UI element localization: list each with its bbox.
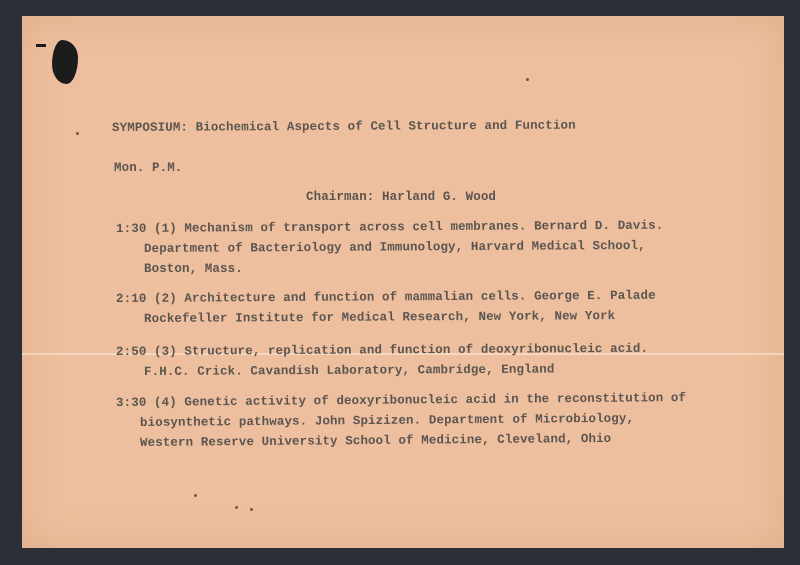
torn-corner-mark — [36, 44, 46, 47]
paper-speck — [526, 78, 529, 81]
talk-4-line-3: Western Reserve University School of Medicine, Cleveland, Ohio — [139, 431, 612, 450]
talk-2-line-2: Rockefeller Institute for Medical Research, New York, New York — [143, 309, 616, 326]
talk-3-line-1: 2:50 (3) Structure, replication and function of deoxyribonucleic acid. — [115, 341, 649, 359]
paper-speck — [76, 132, 79, 135]
talk-2-line-1: 2:10 (2) Architecture and function of mammalian cells. George E. Palade — [115, 288, 656, 306]
paper-speck — [250, 508, 253, 511]
paper-speck — [194, 494, 197, 497]
chairman-line: Chairman: Harland G. Wood — [306, 190, 497, 204]
session-time: Mon. P.M. — [114, 161, 183, 175]
symposium-title: SYMPOSIUM: Biochemical Aspects of Cell Structure and Function — [111, 118, 576, 135]
talk-1-line-2: Department of Bacteriology and Immunology, Harvard Medical School, — [143, 238, 646, 256]
talk-4-line-2: biosynthetic pathways. John Spizizen. Department of Microbiology, — [139, 411, 635, 430]
paper-speck — [235, 506, 238, 509]
talk-4-line-1: 3:30 (4) Genetic activity of deoxyribonucleic acid in the reconstitution of — [115, 391, 687, 410]
talk-1-line-3: Boston, Mass. — [144, 262, 243, 276]
talk-3-line-2: F.H.C. Crick. Cavandish Laboratory, Cambridge, England — [143, 362, 555, 379]
talk-1-line-1: 1:30 (1) Mechanism of transport across cell membranes. Bernard D. Davis. — [115, 218, 664, 236]
torn-corner-mark — [52, 40, 78, 84]
document-sheet — [22, 16, 784, 548]
